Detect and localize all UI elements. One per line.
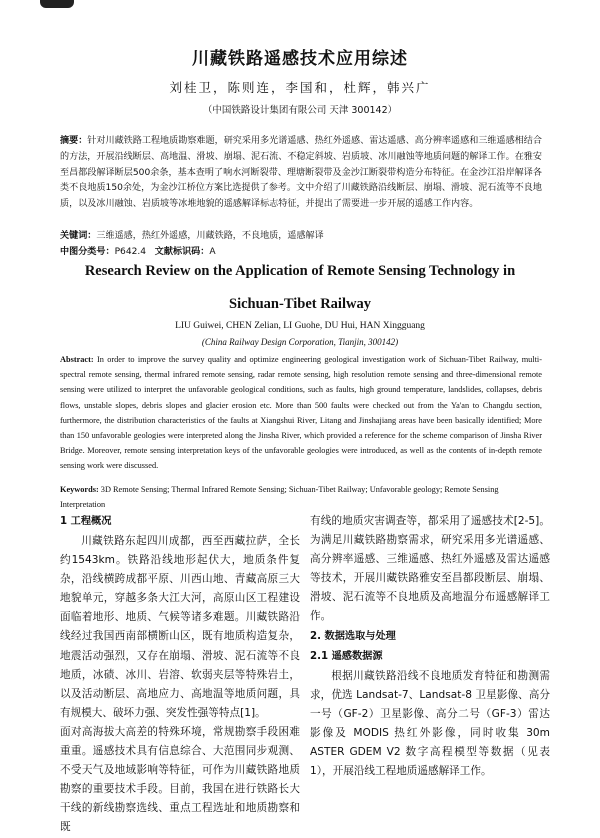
body-column-right bbox=[310, 512, 550, 781]
section-2-heading: 2. 数据选取与处理 bbox=[310, 630, 396, 642]
section-1-paragraph-1: 川藏铁路东起四川成都，西至西藏拉萨，全长约1543km。铁路沿线地形起伏大，地质条件复杂，沿线横跨成都平原、川西山地、青藏高原三大地貌单元，穿越多条大江大河，高原山区工程建设面临着地形、地质、气候等诸多难题。川藏铁路沿线经过我国西南部横断山区，既有地质构造复杂，地震活动强烈，又存在崩塌、滑坡、泥石流等不良地质，冰碛、冰川、岩溶、软弱夹层等特殊岩土，以及活动断层、高地应力、高地温等地质问题，具有规模大、破坏力强、突发性强等特点[1]。 bbox=[60, 535, 300, 719]
cn-title: 川藏铁路遥感技术应用综述 bbox=[192, 49, 408, 69]
en-keywords bbox=[60, 482, 542, 512]
column-2-paragraph-2: 根据川藏铁路沿线不良地质发育特征和勘测需求，优选 Landsat-7、Landsat-8 卫星影像、高分一号（GF-2）卫星影像、高分二号（GF-3）雷达影像及 MODIS 热红外影像，同时收集 30m ASTER GDEM V2 数字高程模型等数据（见表1），开展沿线工程地质遥感解译工作。 bbox=[310, 669, 550, 778]
clc-label: 中图分类号： bbox=[60, 247, 115, 257]
cn-affiliation: （中国铁路设计集团有限公司 天津 300142） bbox=[202, 105, 398, 116]
en-keywords-label: Keywords: bbox=[60, 485, 99, 494]
en-abstract-label: Abstract: bbox=[60, 355, 94, 364]
corner-logo-mark bbox=[40, 0, 74, 8]
en-keywords-text: 3D Remote Sensing; Thermal Infrared Remote Sensing; Sichuan-Tibet Railway; Unfavorable geology; Remote Sensing Interpretation bbox=[60, 485, 499, 509]
cn-classification bbox=[60, 245, 542, 259]
en-affiliation: (China Railway Design Corporation, Tianjin, 300142) bbox=[201, 337, 399, 347]
en-title-line1: Research Review on the Application of Remote Sensing Technology in bbox=[84, 263, 516, 279]
cn-keywords-text: 三维遥感，热红外遥感，川藏铁路，不良地质，遥感解译 bbox=[96, 231, 324, 241]
doc-code-label: 文献标识码： bbox=[154, 247, 210, 257]
en-abstract-text: In order to improve the survey quality and optimize engineering geological investigation work of Sichuan-Tibet Railway, multi-spectral remote sensing, thermal infrared remote sensing, radar remote sensing, high resolution remote sensing and three-dimensional remote sensing were utilized to interpret the unfavorable geological conditions, such as faults, high ground temperature, landslides, collapses, debris flows, unstable slopes, debris slopes and glacier erosion etc. More than 500 faults were checked out from the Ya'an to Changdu section, furthermore, the distribution characteristics of the faults at Xiangshui River, Litang and Jinshajiang areas have been basically identified; More than 150 unfavorable geologies were interpreted along the Jinsha River, which provided a reference for the scheme comparison of Jinsha River Bridge. Moreover, remote sensing interpretation keys of the unfavorable geologies were introduced, as well as the contents of in-depth remote sensing work were discussed. bbox=[60, 355, 542, 471]
section-1-paragraph-2: 面对高海拔大高差的特殊环境，常规勘察手段困难重重。遥感技术具有信息综合、大范围同步观测、不受天气及地域影响等特征，可作为川藏铁路地质勘察的重要技术手段。目前，我国在进行铁路长大干线的新线勘察选线、重点工程选址和地质勘察和既 bbox=[60, 725, 300, 834]
cn-keywords-label: 关键词： bbox=[60, 231, 97, 241]
en-authors: LIU Guiwei, CHEN Zelian, LI Guohe, DU Hui, HAN Xingguang bbox=[175, 321, 425, 331]
cn-abstract bbox=[60, 134, 542, 213]
en-title-line2: Sichuan-Tibet Railway bbox=[229, 296, 371, 312]
column-2-paragraph-1: 有线的地质灾害调查等，都采用了遥感技术[2-5]。为满足川藏铁路勘察需求，研究采用多光谱遥感、高分辨率遥感、三维遥感、热红外遥感及雷达遥感等技术，开展川藏铁路雅安至昌都段断层、崩塌、滑坡、泥石流等不良地质及高地温分布遥感解译工作。 bbox=[310, 515, 550, 623]
clc-value: P642.4 bbox=[114, 247, 147, 257]
cn-abstract-text: 针对川藏铁路工程地质勘察难题，研究采用多光谱遥感、热红外遥感、雷达遥感、高分辨率遥感和三维遥感相结合的方法，开展沿线断层、高地温、滑坡、崩塌、泥石流、不稳定斜坡、岩质坡、冰川融蚀等地质问题的解译工作。在雅安至昌都段解译断层500余条，基本查明了响水河断裂带、理塘断裂带及金沙江断裂带构造分布特征。在金沙江沿岸解译各类不良地质150余处，为金沙江桥位方案比选提供了参考。文中介绍了川藏铁路沿线断层、崩塌、滑坡、泥石流等不良地质，以及冰川融蚀、岩质坡等冰堆地貌的遥感解译标志特征，并提出了需要进一步开展的遥感工作内容。 bbox=[60, 136, 542, 210]
section-2-1-heading: 2.1 遥感数据源 bbox=[310, 650, 383, 662]
cn-abstract-label: 摘要： bbox=[60, 136, 88, 146]
en-abstract bbox=[60, 352, 542, 474]
cn-keywords bbox=[60, 229, 542, 243]
doc-code-value: A bbox=[209, 247, 216, 257]
body-column-left bbox=[60, 512, 300, 838]
cn-authors: 刘桂卫，陈则连，李国和，杜辉，韩兴广 bbox=[169, 80, 431, 95]
section-1-heading: 1 工程概况 bbox=[60, 516, 112, 527]
